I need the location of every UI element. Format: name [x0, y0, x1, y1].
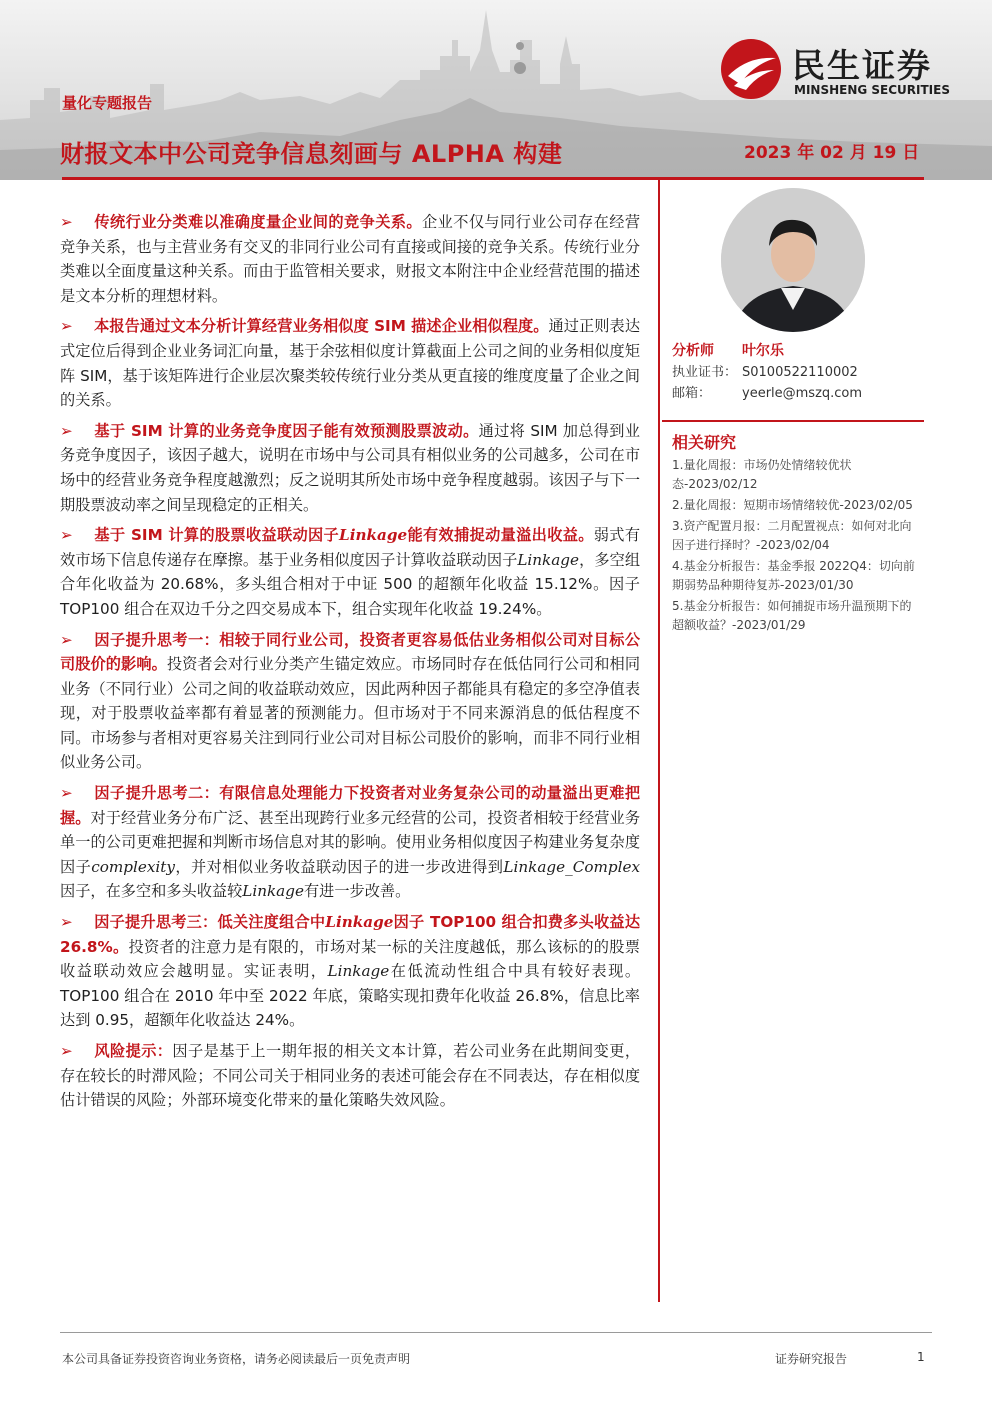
report-date: 2023 年 02 月 19 日: [744, 143, 920, 163]
bullet-body: 因子是基于上一期年报的相关文本计算，若公司业务在此期间变更，存在较长的时滞风险；不同公司关于相同业务的表述可能会存在不同表达，存在相似度估计错误的风险；外部环境变化带来的量化策略失效风险。: [60, 1042, 641, 1110]
math-term: Linkage: [325, 913, 394, 932]
math-term: complexity: [91, 857, 175, 876]
bullet-lead: 基于 SIM 计算的业务竞争度因子能有效预测股票波动。: [94, 421, 479, 440]
bullet-icon: ➢: [60, 421, 73, 440]
logo-chinese-name: 民生证券: [792, 46, 932, 85]
minsheng-logo-icon: [718, 36, 784, 102]
logo-english-name: MINSHENG SECURITIES: [794, 83, 950, 97]
math-term: Linkage_Complex: [503, 857, 641, 876]
math-term: Linkage: [327, 962, 390, 981]
bullet-body: ，并对相似业务收益联动因子的进一步改进得到: [174, 857, 504, 876]
bullet-lead: 能有效捕捉动量溢出收益。: [407, 526, 594, 545]
bullet-lead: 因子提升思考三：低关注度组合中: [94, 913, 326, 932]
summary-bullet: [60, 419, 640, 517]
page-number: 1: [917, 1350, 925, 1364]
math-term: Linkage: [517, 550, 580, 569]
analyst-role: 分析师: [672, 343, 714, 359]
bullet-icon: ➢: [60, 913, 73, 932]
summary-section: [60, 210, 640, 1119]
related-research-title: 相关研究: [672, 433, 737, 452]
related-research-link[interactable]: 4.基金分析报告：基金季报 2022Q4：切向前期弱势品种期待复苏-2023/01/30: [672, 559, 915, 592]
sidebar-divider: [662, 420, 924, 422]
bullet-icon: ➢: [60, 526, 73, 545]
summary-bullet: [60, 314, 640, 412]
math-term: Linkage: [242, 882, 304, 901]
related-research-link[interactable]: 1.量化周报：市场仍处情绪较优状态-2023/02/12: [672, 458, 852, 491]
bullet-body: 投资者会对行业分类产生锚定效应。市场同时存在低估同行公司和相同业务（不同行业）公司之间的收益联动效应，因此两种因子都能具有稳定的多空净值表现，对于股票收益率都有着显著的预测能力。但市场对于不同来源消息的低估程度不同。市场参与者相对更容易关注到同行业公司对目标公司股价的影响，而非不同行业相似业务公司。: [60, 655, 641, 772]
header-divider: [62, 177, 924, 180]
bullet-body: 对于经营业务分布广泛、甚至出现跨行业多元经营的公司，投资者相较于经营业务单一的公司更难把握和判断市场信息对其的影响。使用业务相似度因子构建业务复杂度因子: [60, 808, 641, 876]
bullet-icon: ➢: [60, 317, 73, 336]
related-research-link[interactable]: 2.量化周报：短期市场情绪较优-2023/02/05: [672, 498, 913, 512]
summary-bullet: [60, 781, 640, 904]
column-divider: [658, 180, 660, 1302]
cert-row: [672, 361, 924, 382]
analyst-portrait-image: [721, 188, 865, 332]
bullet-body: 通过正则表达式定位后得到企业业务词汇向量，基于余弦相似度计算截面上公司之间的业务相似度矩阵 SIM，基于该矩阵进行企业层次聚类较传统行业分类从更直接的维度度量了企业之间的关系。: [60, 317, 641, 410]
footer-divider: [60, 1332, 932, 1333]
related-research-link[interactable]: 3.资产配置月报：二月配置视点：如何对北向因子进行择时？-2023/02/04: [672, 519, 912, 552]
bullet-body: 投资者的注意力是有限的，市场对某一标的关注度越低，那么该标的的股票收益联动效应会越明显。实证表明，: [60, 937, 640, 981]
bullet-lead: 本报告通过文本分析计算经营业务相似度 SIM 描述企业相似程度。: [94, 317, 549, 336]
footer-disclaimer: 本公司具备证券投资咨询业务资格，请务必阅读最后一页免责声明: [62, 1352, 411, 1366]
bullet-lead: 风险提示：: [94, 1042, 173, 1060]
summary-bullet: [60, 628, 640, 776]
bullet-icon: ➢: [60, 784, 73, 803]
bullet-lead: 因子提升思考一：相较于同行业公司，投资者更容易低估业务相似公司对目标公司股价的影响。: [60, 630, 640, 674]
email-link[interactable]: yeerle@mszq.com: [742, 386, 863, 401]
report-type-label: 量化专题报告: [62, 94, 153, 112]
footer-report-kind: 证券研究报告: [775, 1352, 848, 1366]
summary-bullet: [60, 1039, 640, 1113]
summary-bullet: [60, 523, 640, 621]
bullet-body: 在低流动性组合中具有较好表现。TOP100 组合在 2010 年中至 2022 年底，策略实现扣费年化收益 26.8%，信息比率达到 0.95，超额年化收益达 24%。: [60, 962, 641, 1030]
company-logo: [718, 36, 968, 106]
summary-bullet: [60, 910, 640, 1033]
cert-label: 执业证书：: [672, 365, 738, 380]
bullet-lead: 传统行业分类难以准确度量企业间的竞争关系。: [94, 213, 423, 231]
cert-value: S0100522110002: [742, 365, 858, 380]
summary-bullet: [60, 210, 640, 308]
bullet-icon: ➢: [60, 1042, 73, 1060]
header-banner: [0, 0, 992, 180]
bullet-lead: 因子提升思考二：有限信息处理能力下投资者对业务复杂公司的动量溢出更难把握。: [60, 784, 640, 827]
math-term: Linkage: [339, 526, 408, 545]
bullet-icon: ➢: [60, 630, 73, 649]
analyst-name-row: [672, 340, 924, 361]
bullet-body: 弱式有效市场下信息传递存在摩擦。基于业务相似度因子计算收益联动因子: [60, 526, 641, 569]
bullet-lead: 基于 SIM 计算的股票收益联动因子: [94, 526, 340, 545]
bullet-icon: ➢: [60, 213, 73, 231]
bullet-body: 企业不仅与同行业公司存在经营竞争关系，也与主营业务有交叉的非同行业公司有直接或间接的竞争关系。传统行业分类难以全面度量这种关系。而由于监管相关要求，财报文本附注中企业经营范围的描述是文本分析的理想材料。: [60, 213, 641, 305]
bullet-body: 有进一步改善。: [303, 882, 411, 901]
related-research-list: [672, 456, 922, 637]
bullet-body: 通过将 SIM 加总得到业务竞争度因子，该因子越大，说明在市场中与公司具有相似业务的公司越多，公司在市场中的经营业务竞争程度越激烈；反之说明其所处市场中竞争程度越弱。该因子与下一期股票波动率之间呈现稳定的正相关。: [60, 421, 640, 514]
email-row: [672, 382, 924, 403]
analyst-photo: [721, 188, 865, 332]
email-label: 邮箱：: [672, 386, 712, 401]
bullet-body: 因子，在多空和多头收益较: [60, 882, 243, 901]
document-title: 财报文本中公司竞争信息刻画与 ALPHA 构建: [60, 140, 563, 168]
bullet-lead: 因子 TOP100 组合扣费多头收益达 26.8%。: [60, 913, 641, 956]
analyst-name: 叶尔乐: [742, 343, 784, 359]
related-research-link[interactable]: 5.基金分析报告：如何捕捉市场升温预期下的超额收益？-2023/01/29: [672, 599, 912, 632]
bullet-body: ，多空组合年化收益为 20.68%，多头组合相对于中证 500 的超额年化收益 15.12%。因子 TOP100 组合在双边千分之四交易成本下，组合实现年化收益 19.24%。: [60, 550, 641, 618]
analyst-info: [672, 340, 924, 403]
